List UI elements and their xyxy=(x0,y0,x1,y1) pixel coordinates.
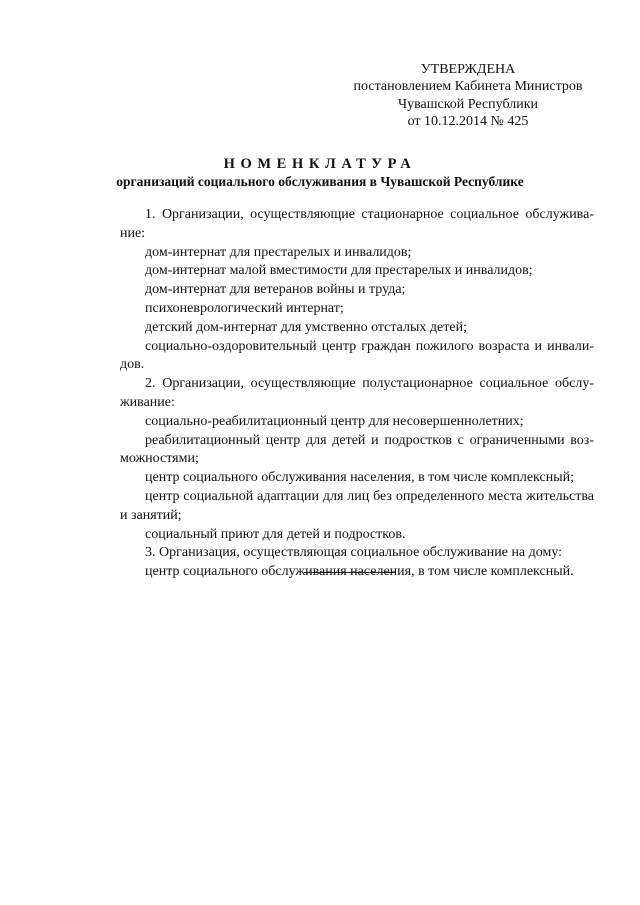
list-item: социально-оздоровительный центр граждан пожилого возраста и инвалидов. xyxy=(120,338,594,373)
approval-status: УТВЕРЖДЕНА xyxy=(420,62,516,77)
document-title: НОМЕНКЛАТУРА xyxy=(223,156,417,172)
nomenclature-list xyxy=(120,206,594,582)
list-item: центр социального обслуживания населения, в том числе комплексный. xyxy=(145,564,574,580)
approval-line-3: от 10.12.2014 № 425 xyxy=(407,113,529,129)
document-subtitle: организаций социального обслуживания в Чувашской Республике xyxy=(116,174,524,189)
approval-stamp xyxy=(340,61,596,130)
list-item: дом-интернат для ветеранов войны и труда; xyxy=(145,282,406,298)
list-item: дом-интернат малой вместимости для престарелых и инвалидов; xyxy=(145,263,533,279)
section-2-heading: 2. Организации, осуществляющие полустационарное социальное обслуживание: xyxy=(120,376,594,410)
section-3-heading: 3. Организация, осуществляющая социальное обслуживание на дому: xyxy=(145,545,563,561)
list-item: социальный приют для детей и подростков. xyxy=(145,526,406,542)
approval-line-2: Чувашской Республики xyxy=(397,96,539,112)
list-item: социально-реабилитационный центр для несовершеннолетних; xyxy=(145,413,524,429)
section-1-heading: 1. Организации, осуществляющие стационарное социальное обслуживание: xyxy=(120,207,594,241)
list-item: психоневрологический интернат; xyxy=(145,300,344,316)
list-item: центр социального обслуживания населения, в том числе комплексный; xyxy=(145,470,574,486)
end-divider xyxy=(304,572,396,573)
list-item: центр социальной адаптации для лиц без определенного места жительства и занятий; xyxy=(120,488,594,523)
approval-line-1: постановлением Кабинета Министров xyxy=(353,79,583,95)
list-item: детский дом-интернат для умственно отсталых детей; xyxy=(145,319,467,335)
list-item: реабилитационный центр для детей и подростков с ограниченными возможностями; xyxy=(120,432,594,467)
list-item: дом-интернат для престарелых и инвалидов; xyxy=(145,244,412,260)
